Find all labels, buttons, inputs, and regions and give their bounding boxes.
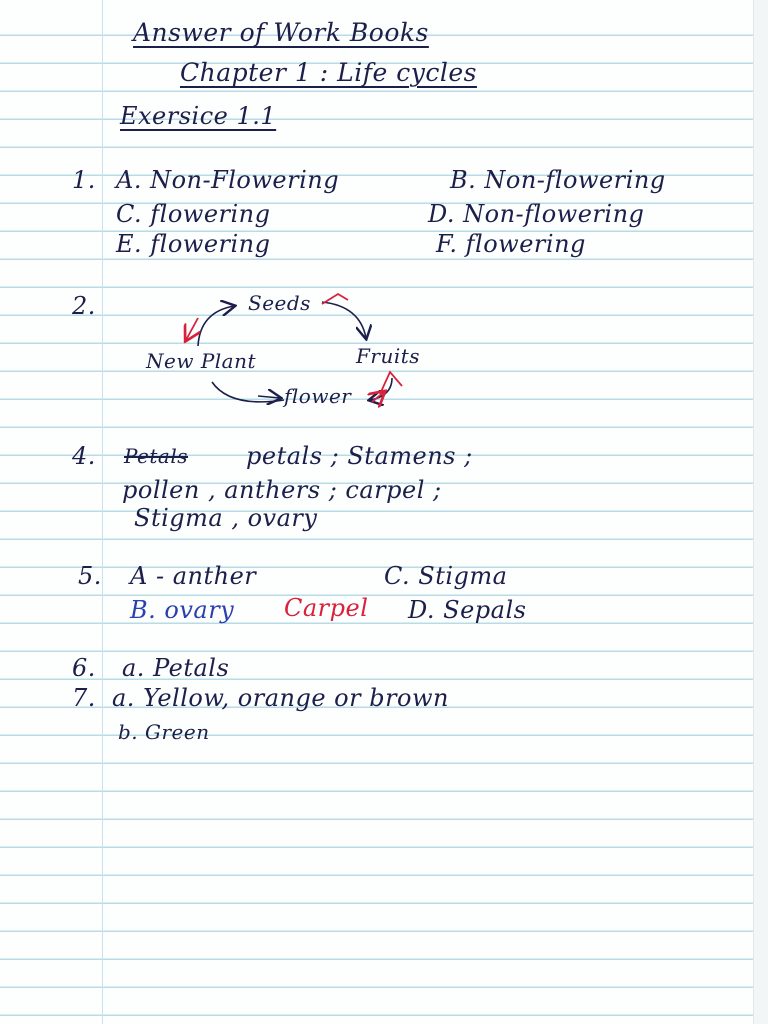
arrow-flower-to-plant (212, 382, 284, 402)
q4-line1: petals ; Stamens ; (246, 442, 473, 470)
q7-number: 7. (72, 684, 96, 712)
q1-answer-b: B. Non-flowering (450, 166, 666, 194)
cycle-seeds: Seeds (248, 291, 311, 315)
q5-answer-a: A - anther (130, 562, 257, 590)
arrow-seeds-to-fruits (322, 302, 366, 338)
q1-answer-d: D. Non-flowering (428, 200, 645, 228)
q5-answer-c: C. Stigma (384, 562, 508, 590)
q1-answer-f: F. flowering (436, 230, 586, 258)
red-arrow-new-plant (186, 318, 198, 340)
q7-answer-b: b. Green (118, 720, 210, 744)
q5-answer-d: D. Sepals (408, 596, 527, 624)
q2-number: 2. (72, 292, 96, 320)
cycle-new-plant: New Plant (146, 349, 257, 373)
chapter-title: Chapter 1 : Life cycles (180, 58, 477, 87)
q6-answer-a: a. Petals (122, 654, 230, 682)
arrow-flower-head (258, 396, 280, 398)
q1-answer-e: E. flowering (116, 230, 271, 258)
q5-correction-carpel: Carpel (284, 594, 369, 622)
q4-number: 4. (72, 442, 96, 470)
q4-struck-word: Petals (124, 444, 189, 468)
q7-answer-a: a. Yellow, orange or brown (112, 684, 449, 712)
q5-answer-b: B. ovary (130, 596, 235, 624)
q1-number: 1. (72, 166, 96, 194)
page-title: Answer of Work Books (133, 18, 429, 47)
q1-answer-c: C. flowering (116, 200, 271, 228)
q5-number: 5. (78, 562, 102, 590)
arrow-plant-to-seeds (198, 306, 234, 346)
exercise-title: Exersice 1.1 (120, 102, 277, 130)
cycle-fruits: Fruits (356, 344, 421, 368)
q1-answer-a: A. Non-Flowering (116, 166, 340, 194)
cycle-flower: flower (284, 384, 352, 408)
red-arrow-flower (372, 392, 384, 402)
q6-number: 6. (72, 654, 96, 682)
arrow-fruits-to-flower (370, 378, 392, 400)
red-arrow-seeds (322, 294, 348, 304)
q4-line3: Stigma , ovary (134, 504, 318, 532)
q4-line2: pollen , anthers ; carpel ; (122, 476, 442, 504)
